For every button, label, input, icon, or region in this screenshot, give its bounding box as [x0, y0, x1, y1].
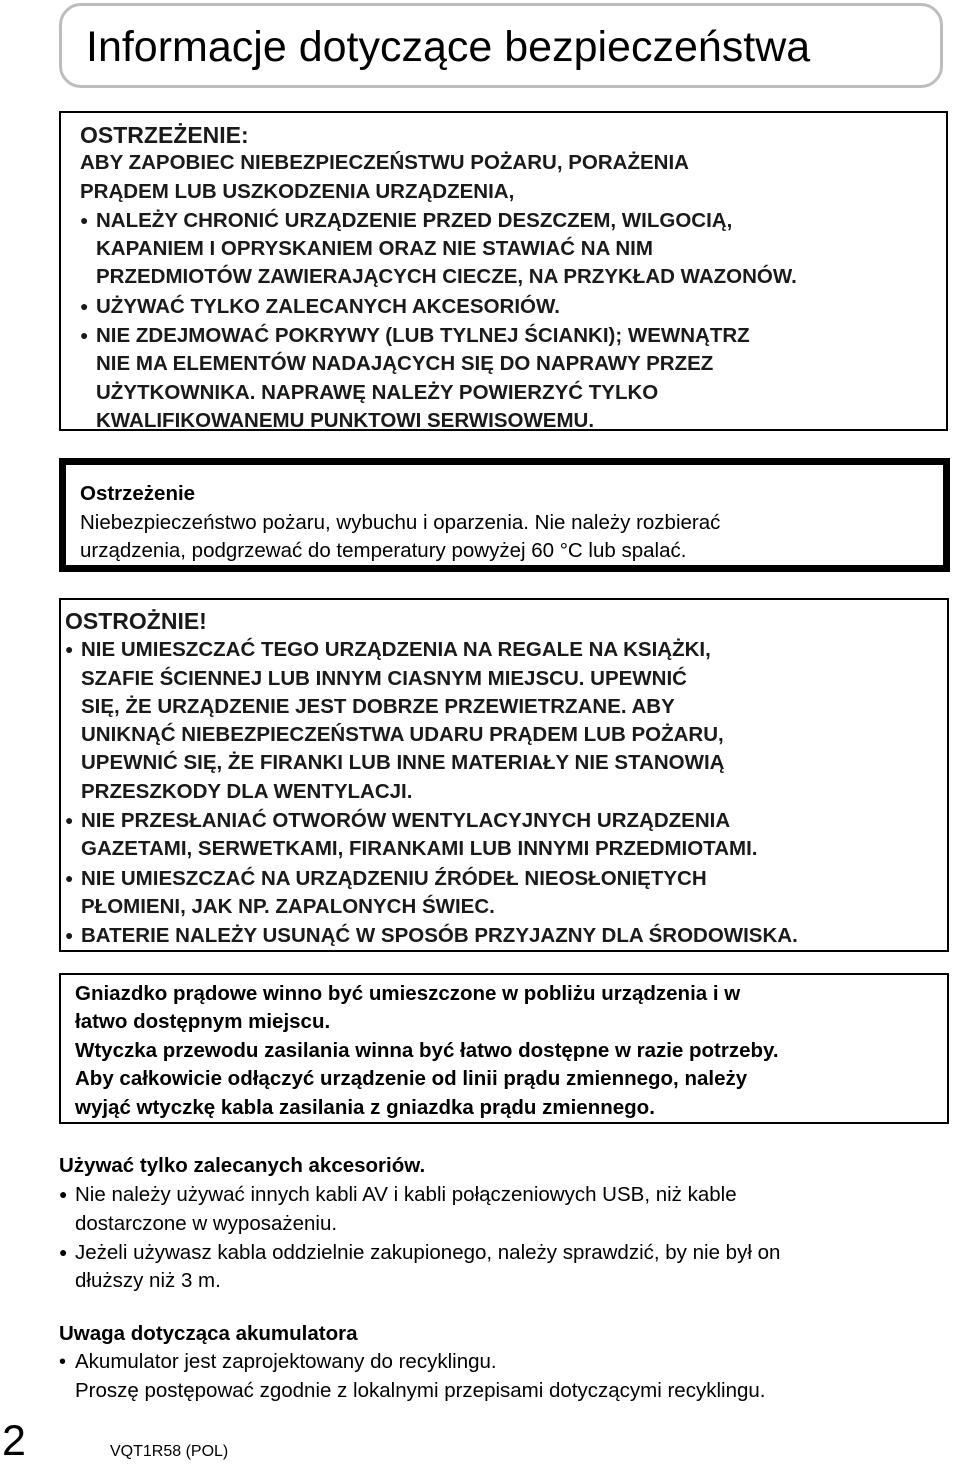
page-title: Informacje dotyczące bezpieczeństwa: [86, 23, 811, 71]
bullet-line: dostarczone w wyposażeniu.: [75, 1211, 338, 1235]
bullet-line: PŁOMIENI, JAK NP. ZAPALONYCH ŚWIEC.: [81, 894, 495, 918]
socket-line: Wtyczka przewodu zasilania winna być łatwo dostępne w razie potrzeby.: [75, 1038, 779, 1062]
socket-line: wyjąć wtyczkę kabla zasilania z gniazdka prądu zmiennego.: [75, 1095, 655, 1119]
bullet-line: KAPANIEM I OPRYSKANIEM ORAZ NIE STAWIAĆ NA NIM: [96, 237, 653, 261]
bullet-icon: ●: [80, 211, 89, 228]
warning-bullet: [80, 321, 928, 435]
accessories-heading: Używać tylko zalecanych akcesoriów.: [59, 1154, 426, 1177]
socket-box: [59, 973, 949, 1124]
bullet-line: NALEŻY CHRONIĆ URZĄDZENIE PRZED DESZCZEM, WILGOCIĄ,: [96, 208, 733, 232]
bullet-line: BATERIE NALEŻY USUNĄĆ W SPOSÓB PRZYJAZNY DLA ŚRODOWISKA.: [81, 924, 798, 948]
socket-line: łatwo dostępnym miejscu.: [75, 1010, 331, 1034]
bullet-icon: ●: [80, 297, 89, 314]
battery-warning-line: urządzenia, podgrzewać do temperatury powyżej 60 °C lub spalać.: [80, 539, 687, 562]
warning-bullet: [80, 206, 928, 292]
caution-heading: OSTROŻNIE!: [65, 608, 207, 634]
bullet-line: PRZEDMIOTÓW ZAWIERAJĄCYCH CIECZE, NA PRZYKŁAD WAZONÓW.: [96, 265, 797, 289]
warning-heading: OSTRZEŻENIE:: [80, 122, 249, 148]
battery-note-section: [59, 1320, 939, 1405]
caution-bullet: [65, 806, 933, 864]
bullet-icon: ●: [65, 869, 74, 886]
bullet-line: PRZESZKODY DLA WENTYLACJI.: [81, 779, 413, 803]
socket-line: Gniazdko prądowe winno być umieszczone w pobliżu urządzenia i w: [75, 982, 741, 1005]
document-code: VQT1R58 (POL): [110, 1443, 229, 1460]
bullet-line: KWALIFIKOWANEMU PUNKTOWI SERWISOWEMU.: [96, 408, 595, 432]
bullet-line: Nie należy używać innych kabli AV i kabli połączeniowych USB, niż kable: [75, 1183, 737, 1207]
warning-box: [59, 111, 948, 431]
accessories-section: [59, 1152, 939, 1295]
bullet-line: UPEWNIĆ SIĘ, ŻE FIRANKI LUB INNE MATERIAŁY NIE STANOWIĄ: [81, 751, 725, 775]
bullet-line: NIE ZDEJMOWAĆ POKRYWY (LUB TYLNEJ ŚCIANKI); WEWNĄTRZ: [96, 324, 750, 348]
bullet-icon: ●: [59, 1186, 68, 1203]
accessories-bullet: [59, 1238, 939, 1296]
warning-intro-line: ABY ZAPOBIEC NIEBEZPIECZEŃSTWU POŻARU, PORAŻENIA: [80, 151, 689, 175]
bullet-line: NIE UMIESZCZAĆ NA URZĄDZENIU ŹRÓDEŁ NIEOSŁONIĘTYCH: [81, 866, 707, 890]
battery-warning-line: Niebezpieczeństwo pożaru, wybuchu i oparzenia. Nie należy rozbierać: [80, 510, 721, 534]
title-box: [59, 3, 943, 88]
caution-bullet: [65, 921, 933, 950]
caution-box: [59, 598, 949, 952]
battery-warning-heading: Ostrzeżenie: [80, 482, 196, 505]
bullet-line: Jeżeli używasz kabla oddzielnie zakupionego, należy sprawdzić, by nie był on: [75, 1240, 781, 1264]
bullet-line: UŻYWAĆ TYLKO ZALECANYCH AKCESORIÓW.: [96, 294, 560, 318]
bullet-line: UŻYTKOWNIKA. NAPRAWĘ NALEŻY POWIERZYĆ TYLKO: [96, 380, 659, 404]
bullet-icon: •: [59, 1351, 67, 1374]
battery-note-heading: Uwaga dotycząca akumulatora: [59, 1322, 358, 1345]
bullet-icon: ●: [59, 1243, 68, 1260]
page-number: 2: [2, 1417, 26, 1465]
bullet-icon: ●: [80, 327, 89, 344]
bullet-line: UNIKNĄĆ NIEBEZPIECZEŃSTWA UDARU PRĄDEM LUB POŻARU,: [81, 723, 724, 747]
bullet-icon: ●: [65, 927, 74, 944]
bullet-line: NIE UMIESZCZAĆ TEGO URZĄDZENIA NA REGALE NA KSIĄŻKI,: [81, 638, 711, 662]
bullet-icon: ●: [65, 641, 74, 658]
bullet-line: SIĘ, ŻE URZĄDZENIE JEST DOBRZE PRZEWIETRZANE. ABY: [81, 694, 675, 718]
bullet-icon: ●: [65, 812, 74, 829]
battery-note-line: Akumulator jest zaprojektowany do recyklingu.: [75, 1350, 497, 1374]
socket-line: Aby całkowicie odłączyć urządzenie od linii prądu zmiennego, należy: [75, 1067, 748, 1091]
battery-warning-box: [59, 458, 950, 572]
warning-intro-line: PRĄDEM LUB USZKODZENIA URZĄDZENIA,: [80, 179, 515, 203]
bullet-line: NIE MA ELEMENTÓW NADAJĄCYCH SIĘ DO NAPRAWY PRZEZ: [96, 352, 714, 376]
battery-note-item: [59, 1348, 939, 1405]
bullet-line: SZAFIE ŚCIENNEJ LUB INNYM CIASNYM MIEJSCU. UPEWNIĆ: [81, 666, 687, 690]
bullet-line: dłuższy niż 3 m.: [75, 1269, 221, 1293]
warning-bullet: [80, 292, 928, 321]
bullet-line: GAZETAMI, SERWETKAMI, FIRANKAMI LUB INNYMI PRZEDMIOTAMI.: [81, 837, 758, 861]
caution-bullet: [65, 635, 933, 806]
bullet-line: NIE PRZESŁANIAĆ OTWORÓW WENTYLACYJNYCH URZĄDZENIA: [81, 809, 731, 833]
accessories-bullet: [59, 1180, 939, 1238]
battery-note-line: Proszę postępować zgodnie z lokalnymi przepisami dotyczącymi recyklingu.: [75, 1378, 766, 1402]
caution-bullet: [65, 864, 933, 922]
